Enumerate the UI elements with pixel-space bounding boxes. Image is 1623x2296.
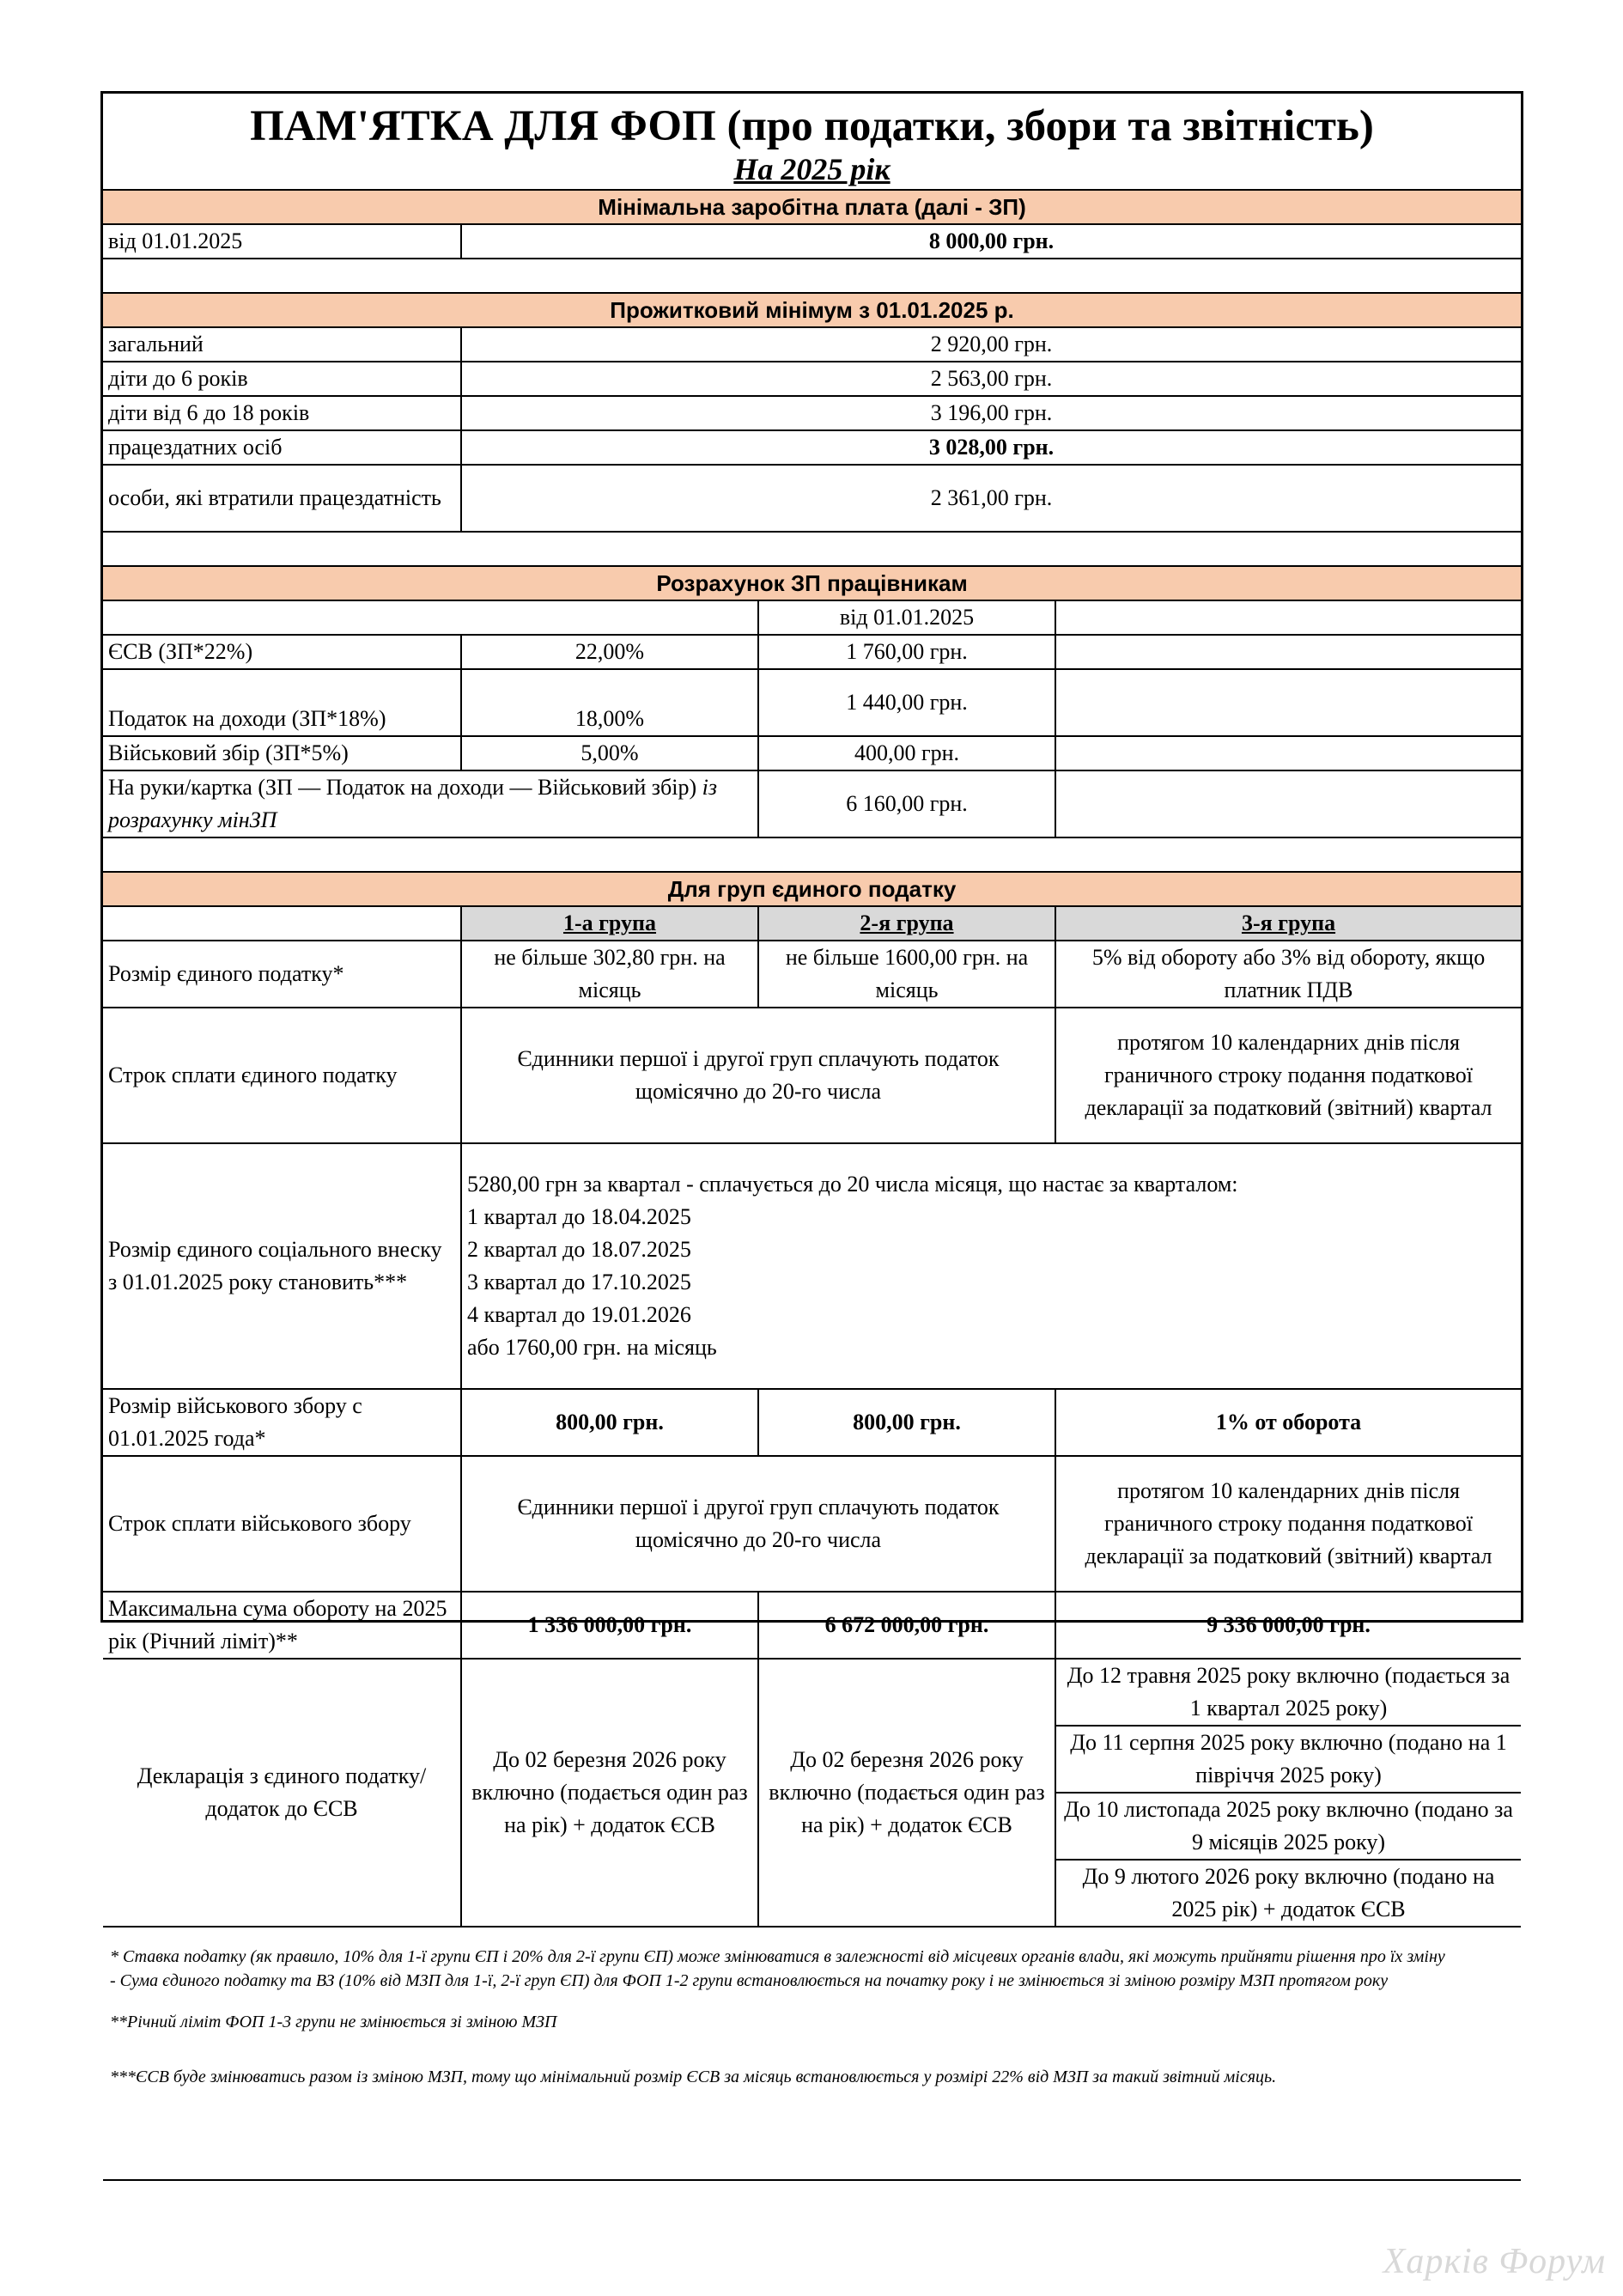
tax-size-g3: 5% від обороту або 3% від обороту, якщо платник ПДВ xyxy=(1055,941,1521,1008)
document-header xyxy=(103,94,1521,189)
declaration-g3-item: До 11 серпня 2025 року включно (подано на 1 півріччя 2025 року) xyxy=(1055,1726,1521,1793)
military-label: Військовий збір (ЗП*5%) xyxy=(103,736,461,770)
declaration-g2: До 02 березня 2026 року включно (подається один раз на рік) + додаток ЄСВ xyxy=(758,1659,1055,1927)
esv-label: ЄСВ (ЗП*22%) xyxy=(103,635,461,669)
esv-line: 1 квартал до 18.04.2025 xyxy=(467,1204,691,1229)
esv-line: 4 квартал до 19.01.2026 xyxy=(467,1302,691,1327)
esv-line: або 1760,00 грн. на місяць xyxy=(467,1335,717,1360)
subsistence-value: 2 563,00 грн. xyxy=(461,362,1521,396)
subsistence-value: 3 028,00 грн. xyxy=(461,430,1521,465)
section-subsistence: Прожитковий мінімум з 01.01.2025 р. xyxy=(103,293,1521,327)
subsistence-label: особи, які втратили працездатність xyxy=(103,465,461,532)
footnotes xyxy=(103,1927,1521,2180)
declaration-g3-item: До 9 лютого 2026 року включно (подано на 2025 рік) + додаток ЄСВ xyxy=(1055,1860,1521,1927)
group-3-header: 3-я група xyxy=(1055,906,1521,941)
military-deadline-g12: Єдинники першої і другої груп сплачують податок щомісячно до 20-го числа xyxy=(461,1456,1055,1592)
tax-deadline-g3: протягом 10 календарних днів після граничного строку подання податкової декларації за податковий (звітний) квартал xyxy=(1055,1008,1521,1143)
page-title: ПАМ'ЯТКА ДЛЯ ФОП (про податки, збори та звітність) xyxy=(250,102,1374,150)
esv-size-label: Розмір єдиного соціального внеску з 01.01.2025 року становить*** xyxy=(103,1143,461,1389)
group-2-header: 2-я група xyxy=(758,906,1055,941)
payroll-empty-cell xyxy=(103,600,758,635)
military-value: 400,00 грн. xyxy=(758,736,1055,770)
payroll-empty-cell xyxy=(1055,736,1521,770)
net-pay-value: 6 160,00 грн. xyxy=(758,770,1055,837)
net-pay-label-text: На руки/картка (ЗП — Податок на доходи — Військовий збір) xyxy=(108,775,697,800)
subsistence-label: діти до 6 років xyxy=(103,362,461,396)
tax-size-g1: не більше 302,80 грн. на місяць xyxy=(461,941,758,1008)
esv-size-details xyxy=(461,1143,1521,1389)
payroll-empty-cell xyxy=(1055,669,1521,736)
footnote: **Річний ліміт ФОП 1-3 групи не змінюється зі зміною МЗП xyxy=(110,2013,557,2031)
payroll-empty-cell xyxy=(1055,770,1521,837)
income-tax-value: 1 440,00 грн. xyxy=(758,669,1055,736)
esv-line: 3 квартал до 17.10.2025 xyxy=(467,1270,691,1294)
spacer-row xyxy=(103,837,1521,872)
memo-table xyxy=(103,189,1521,2181)
footnote: ***ЄСВ буде змінюватись разом із зміною МЗП, тому що мінімальний розмір ЄСВ за місяць встановлюється у розмірі 22% від МЗП за такий звітний місяць. xyxy=(110,2068,1277,2086)
page-subtitle: На 2025 рік xyxy=(733,152,891,186)
min-wage-value: 8 000,00 грн. xyxy=(461,224,1521,259)
declaration-g3-item: До 10 листопада 2025 року включно (подано за 9 місяців 2025 року) xyxy=(1055,1793,1521,1860)
subsistence-value: 2 920,00 грн. xyxy=(461,327,1521,362)
spacer-row xyxy=(103,259,1521,293)
payroll-empty-cell xyxy=(1055,600,1521,635)
military-size-g3: 1% от оборота xyxy=(1055,1389,1521,1456)
limit-label: Максимальна сума обороту на 2025 рік (Річний ліміт)** xyxy=(103,1592,461,1659)
memo-document xyxy=(100,91,1523,2086)
section-groups: Для груп єдиного податку xyxy=(103,872,1521,906)
net-pay-label xyxy=(103,770,758,837)
footnote: * Ставка податку (як правило, 10% для 1-ї групи ЄП і 20% для 2-ї групи ЄП) може змінюватися в залежності від місцевих органів влади, які можуть прийняти рішення про їх зміну xyxy=(110,1947,1445,1966)
limit-g2: 6 672 000,00 грн. xyxy=(758,1592,1055,1659)
min-wage-label: від 01.01.2025 xyxy=(103,224,461,259)
limit-g1: 1 336 000,00 грн. xyxy=(461,1592,758,1659)
declaration-label: Декларація з єдиного податку/додаток до ЄСВ xyxy=(103,1659,461,1927)
limit-g3: 9 336 000,00 грн. xyxy=(1055,1592,1521,1659)
military-size-g2: 800,00 грн. xyxy=(758,1389,1055,1456)
groups-empty-header xyxy=(103,906,461,941)
tax-deadline-label: Строк сплати єдиного податку xyxy=(103,1008,461,1143)
tax-size-g2: не більше 1600,00 грн. на місяць xyxy=(758,941,1055,1008)
subsistence-label: загальний xyxy=(103,327,461,362)
income-tax-label: Податок на доходи (ЗП*18%) xyxy=(103,669,461,736)
declaration-g1: До 02 березня 2026 року включно (подається один раз на рік) + додаток ЄСВ xyxy=(461,1659,758,1927)
section-payroll: Розрахунок ЗП працівникам xyxy=(103,566,1521,600)
payroll-empty-cell xyxy=(1055,635,1521,669)
military-rate: 5,00% xyxy=(461,736,758,770)
esv-rate: 22,00% xyxy=(461,635,758,669)
esv-line: 5280,00 грн за квартал - сплачується до 20 числа місяця, що настає за кварталом: xyxy=(467,1172,1238,1197)
esv-value: 1 760,00 грн. xyxy=(758,635,1055,669)
subsistence-value: 3 196,00 грн. xyxy=(461,396,1521,430)
military-size-label: Розмір військового збору с 01.01.2025 года* xyxy=(103,1389,461,1456)
payroll-date-header: від 01.01.2025 xyxy=(758,600,1055,635)
watermark: Харків Форум xyxy=(1383,2242,1606,2281)
income-tax-rate: 18,00% xyxy=(461,669,758,736)
subsistence-label: працездатних осіб xyxy=(103,430,461,465)
declaration-g3-item: До 12 травня 2025 року включно (подається за 1 квартал 2025 року) xyxy=(1055,1659,1521,1726)
military-deadline-g3: протягом 10 календарних днів після граничного строку подання податкової декларації за податковий (звітний) квартал xyxy=(1055,1456,1521,1592)
tax-deadline-g12: Єдинники першої і другої груп сплачують податок щомісячно до 20-го числа xyxy=(461,1008,1055,1143)
group-1-header: 1-а група xyxy=(461,906,758,941)
military-deadline-label: Строк сплати військового збору xyxy=(103,1456,461,1592)
net-pay-label-note: із розрахунку мінЗП xyxy=(108,775,718,832)
tax-size-label: Розмір єдиного податку* xyxy=(103,941,461,1008)
section-min-wage: Мінімальна заробітна плата (далі - ЗП) xyxy=(103,190,1521,224)
subsistence-value: 2 361,00 грн. xyxy=(461,465,1521,532)
military-size-g1: 800,00 грн. xyxy=(461,1389,758,1456)
esv-line: 2 квартал до 18.07.2025 xyxy=(467,1237,691,1262)
footnote: - Сума єдиного податку та ВЗ (10% від МЗП для 1-ї, 2-ї груп ЄП) для ФОП 1-2 групи встановлюється на початку року і не змінюється зі зміною розміру МЗП протягом року xyxy=(110,1971,1389,1990)
spacer-row xyxy=(103,532,1521,566)
subsistence-label: діти від 6 до 18 років xyxy=(103,396,461,430)
